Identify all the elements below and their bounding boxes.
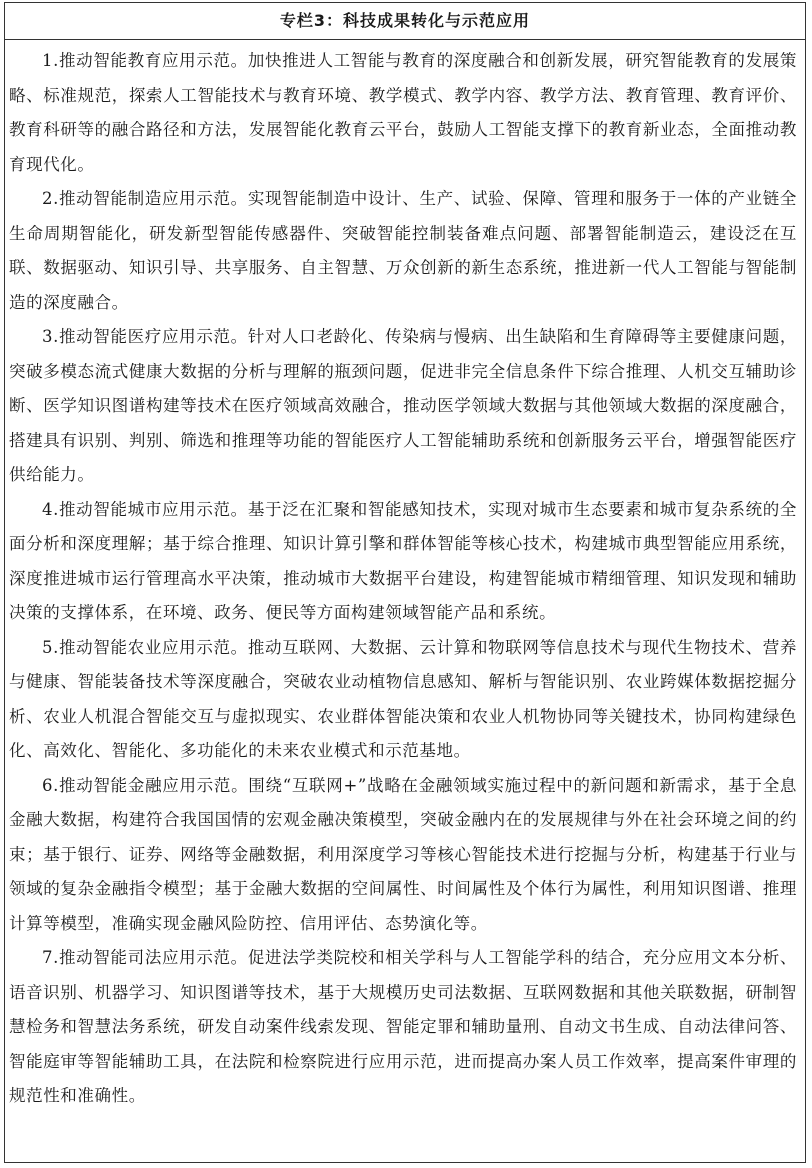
paragraph-medical: [9, 320, 797, 493]
paragraph-lead: 3.推动智能医疗应用示范。: [42, 327, 248, 346]
paragraph-text: 推动互联网、大数据、云计算和物联网等信息技术与现代生物技术、营养与健康、智能装备技术等深度融合，突破农业动植物信息感知、解析与智能识别、农业跨媒体数据挖掘分析、农业人机混合智能交互与虚拟现实、农业群体智能决策和农业人机物协同等关键技术，协同构建绿色化、高效化、智能化、多功能化的未来农业模式和示范基地。: [9, 637, 797, 760]
box-body: [5, 40, 805, 1114]
paragraph-manufacturing: [9, 182, 797, 320]
paragraph-education: [9, 44, 797, 182]
paragraph-text: 围绕“互联网+”战略在金融领域实施过程中的新问题和新需求，基于全息金融大数据，构建符合我国国情的宏观金融决策模型，突破金融内在的发展规律与外在社会环境之间的约束；基于银行、证券、网络等金融数据，利用深度学习等核心智能技术进行挖掘与分析，构建基于行业与领域的复杂金融指令模型；基于金融大数据的空间属性、时间属性及个体行为属性，利用知识图谱、推理计算等模型，准确实现金融风险防控、信用评估、态势演化等。: [9, 775, 798, 933]
paragraph-finance: [9, 769, 797, 942]
paragraph-lead: 4.推动智能城市应用示范。: [42, 499, 248, 519]
sidebar-box: [4, 2, 806, 1163]
paragraph-text: 基于泛在汇聚和智能感知技术，实现对城市生态要素和城市复杂系统的全面分析和深度理解；基于综合推理、知识计算引擎和群体智能等核心技术，构建城市典型智能应用系统，深度推进城市运行管理高水平决策，推动城市大数据平台建设，构建智能城市精细管理、知识发现和辅助决策的支撑体系，在环境、政务、便民等方面构建领域智能产品和系统。: [9, 499, 797, 622]
paragraph-text: 加快推进人工智能与教育的深度融合和创新发展，研究智能教育的发展策略、标准规范，探索人工智能技术与教育环境、教学模式、教学内容、教学方法、教育管理、教育评价、教育科研等的融合路径和方法，发展智能化教育云平台，鼓励人工智能支撑下的教育新业态，全面推动教育现代化。: [9, 51, 797, 174]
paragraph-text: 针对人口老龄化、传染病与慢病、出生缺陷和生育障碍等主要健康问题，突破多模态流式健康大数据的分析与理解的瓶颈问题，促进非完全信息条件下综合推理、人机交互辅助诊断、医学知识图谱构建等技术在医疗领域高效融合，推动医学领域大数据与其他领域大数据的深度融合，搭建具有识别、判别、筛选和推理等功能的智能医疗人工智能辅助系统和创新服务云平台，增强智能医疗供给能力。: [9, 327, 797, 484]
paragraph-agriculture: [9, 631, 797, 769]
paragraph-judicial: [9, 941, 797, 1114]
paragraph-lead: 2.推动智能制造应用示范。: [42, 189, 248, 208]
box-title: 专栏3：科技成果转化与示范应用: [5, 3, 805, 40]
paragraph-text: 实现智能制造中设计、生产、试验、保障、管理和服务于一体的产业链全生命周期智能化，研发新型智能传感器件、突破智能控制装备难点问题、部署智能制造云，建设泛在互联、数据驱动、知识引导、共享服务、自主智慧、万众创新的新生态系统，推进新一代人工智能与智能制造的深度融合。: [9, 189, 797, 312]
paragraph-lead: 5.推动智能农业应用示范。: [42, 637, 248, 657]
paragraph-lead: 7.推动智能司法应用示范。: [42, 948, 248, 967]
paragraph-text: 促进法学类院校和相关学科与人工智能学科的结合，充分应用文本分析、语音识别、机器学习、知识图谱等技术，基于大规模历史司法数据、互联网数据和其他关联数据，研制智慧检务和智慧法务系统，研发自动案件线索发现、智能定罪和辅助量刑、自动文书生成、自动法律问答、智能庭审等智能辅助工具，在法院和检察院进行应用示范，进而提高办案人员工作效率，提高案件审理的规范性和准确性。: [9, 948, 797, 1105]
paragraph-lead: 6.推动智能金融应用示范。: [42, 775, 249, 795]
paragraph-city: [9, 493, 797, 631]
paragraph-lead: 1.推动智能教育应用示范。: [42, 51, 248, 70]
